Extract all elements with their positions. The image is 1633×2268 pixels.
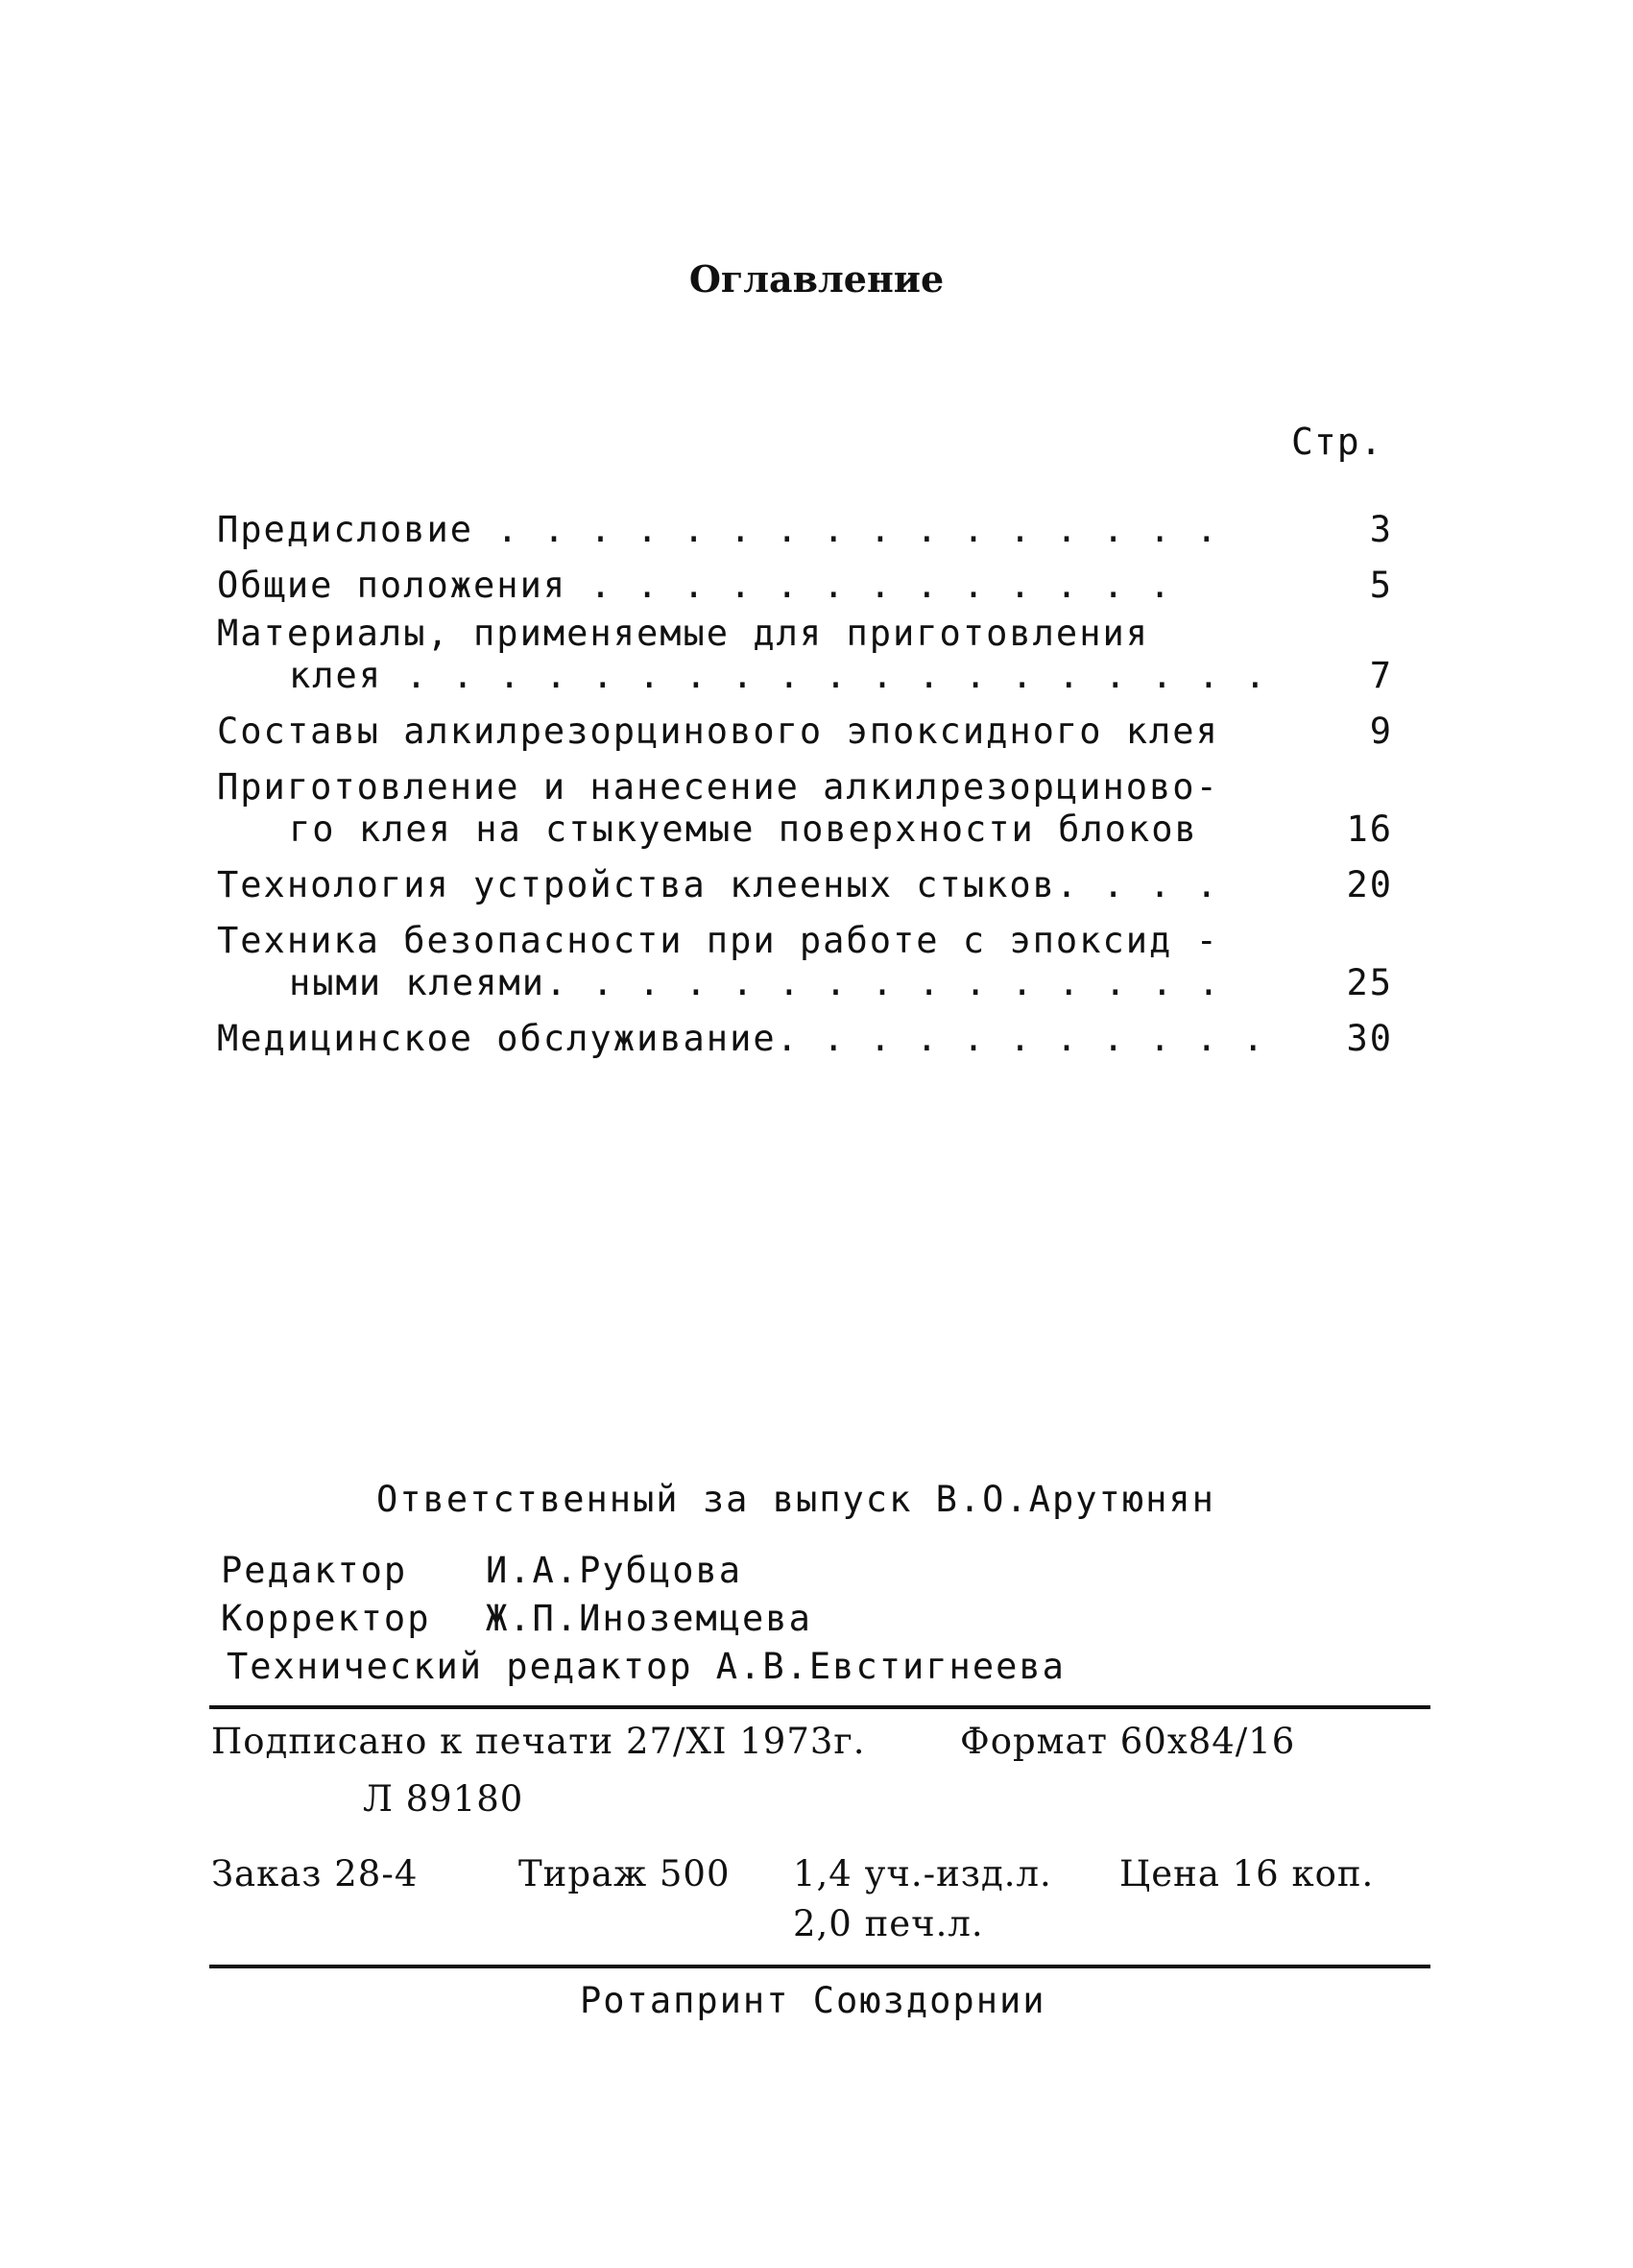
toc-entry <box>217 920 1393 1004</box>
editor-line <box>221 1550 742 1591</box>
toc-entry-page: 7 <box>1369 655 1393 696</box>
toc-entry <box>217 711 1393 753</box>
toc-entry-title: Приготовление и нанесение алкилрезорциново- <box>217 766 1219 808</box>
toc-entry-title: Материалы, применяемые для приготовления <box>217 613 1150 654</box>
toc-entry-page: 25 <box>1346 962 1393 1003</box>
toc-entry <box>217 1018 1393 1060</box>
toc-entry-page: 30 <box>1346 1018 1393 1059</box>
toc-entry-page: 9 <box>1369 711 1393 752</box>
toc-entry-title: Технология устройства клееных стыков. . . . <box>217 864 1219 905</box>
order-line: Заказ 28-4 <box>211 1853 419 1894</box>
tech-editor-line: Технический редактор А.В.Евстигнеева <box>227 1646 1066 1687</box>
publisher-sheets-line: 1,4 уч.-изд.л. <box>793 1853 1052 1894</box>
toc-entry <box>217 509 1393 551</box>
toc-entry-title: Общие положения . . . . . . . . . . . . . <box>217 565 1173 606</box>
toc-entry <box>217 565 1393 607</box>
editor-label: Редактор <box>221 1550 408 1591</box>
toc-entry <box>217 613 1393 697</box>
toc-entry <box>217 864 1393 906</box>
toc-entry-page: 20 <box>1346 864 1393 905</box>
divider <box>209 1965 1430 1968</box>
toc-entry <box>217 766 1393 851</box>
toc-entry-page: 16 <box>1346 808 1393 850</box>
responsible-line: Ответственный за выпуск В.О.Арутюнян <box>376 1479 1215 1520</box>
corrector-line <box>221 1598 812 1639</box>
page-column-header: Стр. <box>1291 421 1383 463</box>
toc-entry-title: Предисловие . . . . . . . . . . . . . . . . <box>217 509 1219 550</box>
toc-entry-title: Составы алкилрезорцинового эпоксидного клея <box>217 711 1219 752</box>
signed-line: Подписано к печати 27/XI 1973г. <box>211 1721 866 1762</box>
toc-entry-title: Техника безопасности при работе с эпоксид - <box>217 920 1219 961</box>
toc-entry-title-continued: клея . . . . . . . . . . . . . . . . . . . <box>289 655 1268 696</box>
printer-line: Ротапринт Союздорнии <box>580 1980 1046 2021</box>
format-line: Формат 60x84/16 <box>960 1721 1296 1762</box>
toc-entry-title: Медицинское обслуживание. . . . . . . . . . . <box>217 1018 1266 1059</box>
corrector-label: Корректор <box>221 1598 431 1639</box>
toc-entry-title-continued: го клея на стыкуемые поверхности блоков <box>289 808 1198 850</box>
print-run-line: Тираж 500 <box>518 1853 731 1894</box>
printed-sheets-line: 2,0 печ.л. <box>793 1903 984 1944</box>
toc-entry-title-continued: ными клеями. . . . . . . . . . . . . . . <box>289 962 1222 1003</box>
toc-entry-page: 3 <box>1369 509 1393 550</box>
price-line: Цена 16 коп. <box>1119 1853 1375 1894</box>
toc-entry-page: 5 <box>1369 565 1393 606</box>
corrector-name: Ж.П.Иноземцева <box>486 1598 812 1639</box>
table-of-contents <box>217 509 1393 1060</box>
divider <box>209 1705 1430 1709</box>
editor-name: И.А.Рубцова <box>486 1550 743 1591</box>
license-line: Л 89180 <box>363 1778 524 1820</box>
page-title: Оглавление <box>688 257 945 301</box>
